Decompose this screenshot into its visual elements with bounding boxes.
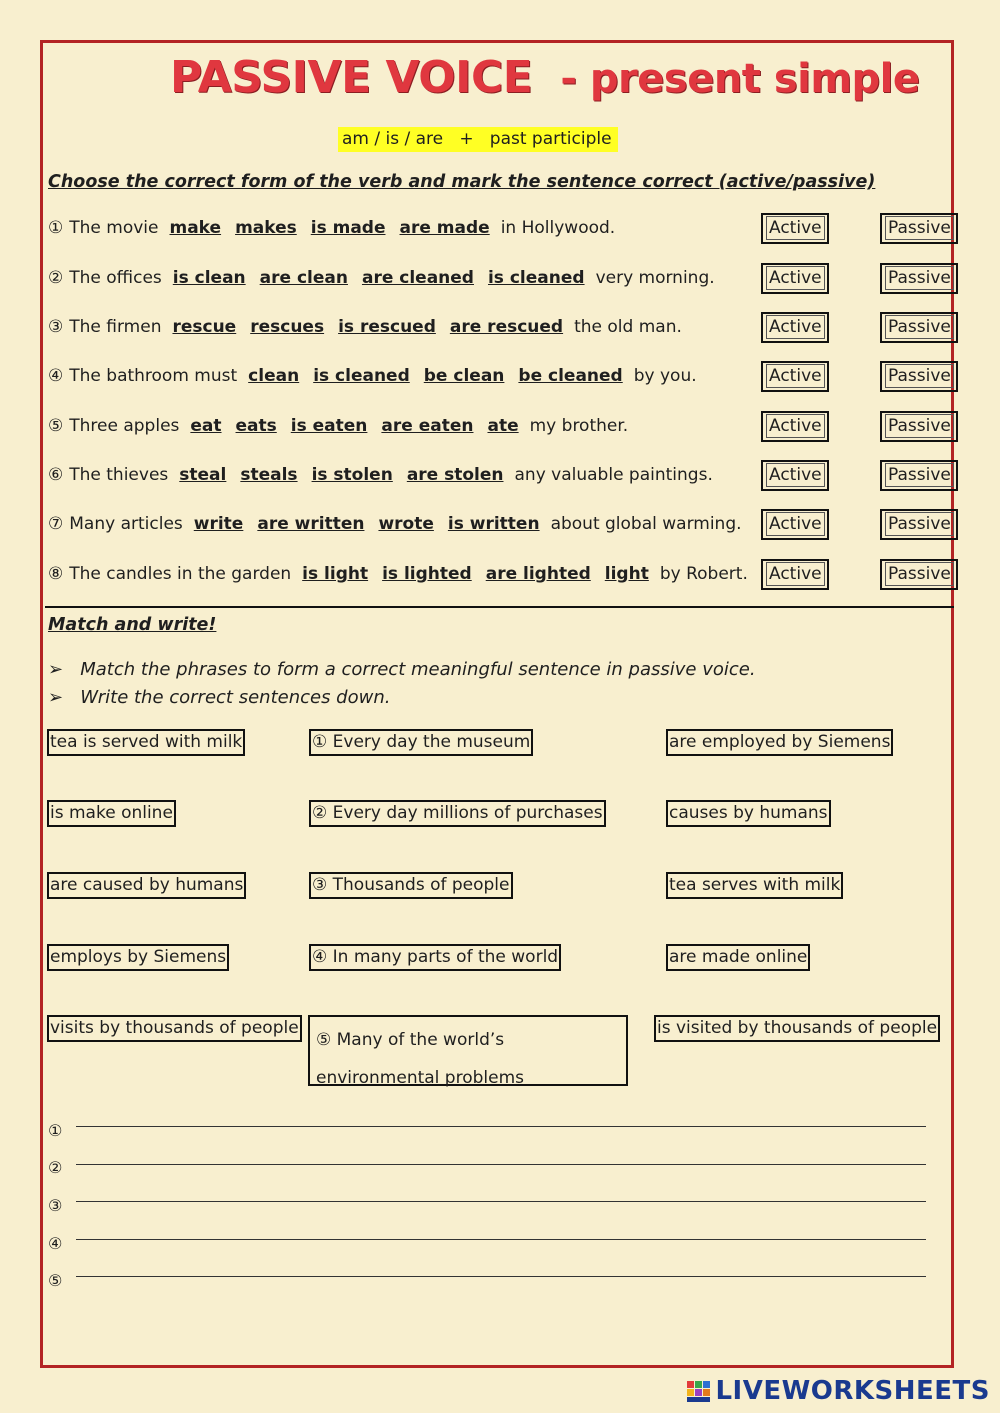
sentence-number: ⑧: [48, 564, 64, 584]
sentence-number: ②: [48, 268, 64, 288]
active-button[interactable]: [761, 263, 829, 294]
sentence-start: The movie: [69, 218, 159, 238]
active-label: Active: [766, 512, 825, 536]
footer-brand-text: LIVEWORKSHEETS: [715, 1376, 990, 1406]
verb-option[interactable]: are eaten: [381, 416, 474, 436]
active-label: Active: [766, 414, 825, 438]
sentence-start: The offices: [69, 268, 162, 288]
sentence-number: ⑥: [48, 465, 64, 485]
verb-option[interactable]: ate: [487, 416, 519, 436]
active-label: Active: [766, 266, 825, 290]
bullet-1-text: Match the phrases to form a correct meaningful sentence in passive voice.: [80, 659, 756, 680]
match-middle-3[interactable]: ③ Thousands of people: [309, 872, 513, 899]
sentence-end: in Hollywood.: [500, 218, 616, 238]
answer-number-4: ④: [48, 1234, 63, 1253]
sentence-start: Many articles: [69, 514, 183, 534]
sentence-start: The firmen: [69, 317, 162, 337]
verb-option[interactable]: rescue: [172, 317, 237, 337]
verb-option[interactable]: is eaten: [290, 416, 368, 436]
answer-line-1[interactable]: [76, 1126, 926, 1127]
title-sub: - present simple: [560, 56, 920, 102]
verb-option[interactable]: is cleaned: [313, 366, 410, 386]
passive-button[interactable]: [880, 361, 958, 392]
match-left-3[interactable]: are caused by humans: [47, 872, 246, 899]
verb-option[interactable]: wrote: [378, 514, 434, 534]
verb-option[interactable]: is stolen: [311, 465, 393, 485]
footer-brand: [687, 1376, 990, 1406]
verb-option[interactable]: be clean: [423, 366, 505, 386]
match-left-1[interactable]: tea is served with milk: [47, 729, 245, 756]
active-button[interactable]: [761, 312, 829, 343]
sentence-row-8: [48, 564, 748, 584]
verb-option[interactable]: is rescued: [338, 317, 436, 337]
answer-line-2[interactable]: [76, 1164, 926, 1165]
passive-label: Passive: [885, 364, 954, 388]
sentence-end: about global warming.: [550, 514, 742, 534]
verb-option[interactable]: be cleaned: [518, 366, 623, 386]
page-title: [170, 52, 920, 103]
passive-button[interactable]: [880, 460, 958, 491]
active-button[interactable]: [761, 509, 829, 540]
verb-option[interactable]: are stolen: [406, 465, 504, 485]
passive-label: Passive: [885, 562, 954, 586]
verb-option[interactable]: make: [169, 218, 222, 238]
section2-heading: Match and write!: [48, 615, 217, 635]
answer-line-3[interactable]: [76, 1201, 926, 1202]
passive-label: Passive: [885, 266, 954, 290]
match-left-4[interactable]: employs by Siemens: [47, 944, 229, 971]
match-left-5[interactable]: visits by thousands of people: [47, 1015, 302, 1042]
sentence-start: The bathroom must: [69, 366, 238, 386]
verb-option[interactable]: steals: [240, 465, 298, 485]
verb-option[interactable]: is made: [310, 218, 386, 238]
verb-option[interactable]: write: [193, 514, 244, 534]
sentence-number: ④: [48, 366, 64, 386]
active-button[interactable]: [761, 213, 829, 244]
sentence-row-6: [48, 465, 713, 485]
active-label: Active: [766, 364, 825, 388]
verb-option[interactable]: are clean: [259, 268, 348, 288]
sentence-end: by Robert.: [659, 564, 748, 584]
passive-label: Passive: [885, 414, 954, 438]
sentence-end: my brother.: [529, 416, 629, 436]
verb-option[interactable]: rescues: [250, 317, 325, 337]
verb-option[interactable]: is light: [302, 564, 369, 584]
passive-label: Passive: [885, 315, 954, 339]
bullet-1: ➢ Match the phrases to form a correct meaningful sentence in passive voice.: [48, 659, 756, 680]
passive-label: Passive: [885, 216, 954, 240]
match-middle-4[interactable]: ④ In many parts of the world: [309, 944, 561, 971]
sentence-row-1: [48, 218, 615, 238]
sentence-row-3: [48, 317, 682, 337]
active-label: Active: [766, 315, 825, 339]
sentence-row-4: [48, 366, 697, 386]
passive-button[interactable]: [880, 411, 958, 442]
verb-option[interactable]: makes: [235, 218, 297, 238]
sentence-end: by you.: [633, 366, 697, 386]
sentence-start: The thieves: [69, 465, 169, 485]
title-main: PASSIVE VOICE: [170, 52, 533, 103]
active-label: Active: [766, 463, 825, 487]
verb-option[interactable]: light: [604, 564, 649, 584]
sentence-end: very morning.: [595, 268, 715, 288]
match-right-4[interactable]: are made online: [666, 944, 810, 971]
match-right-2[interactable]: causes by humans: [666, 800, 831, 827]
active-label: Active: [766, 216, 825, 240]
verb-option[interactable]: is written: [447, 514, 540, 534]
sentence-start: The candles in the garden: [69, 564, 292, 584]
match-middle-5[interactable]: ⑤ Many of the world’s environmental problems: [308, 1015, 628, 1086]
sentence-end: any valuable paintings.: [514, 465, 713, 485]
active-label: Active: [766, 562, 825, 586]
verb-option[interactable]: are rescued: [449, 317, 564, 337]
match-right-5[interactable]: is visited by thousands of people: [654, 1015, 940, 1042]
answer-number-2: ②: [48, 1158, 63, 1177]
bullet-2: ➢ Write the correct sentences down.: [48, 687, 391, 708]
match-right-1[interactable]: are employed by Siemens: [666, 729, 893, 756]
match-left-2[interactable]: is make online: [47, 800, 176, 827]
sentence-number: ⑤: [48, 416, 64, 436]
passive-button[interactable]: [880, 312, 958, 343]
section-divider: [45, 606, 954, 608]
verb-option[interactable]: is lighted: [382, 564, 472, 584]
answer-number-1: ①: [48, 1121, 63, 1140]
verb-option[interactable]: eat: [190, 416, 222, 436]
sentence-number: ⑦: [48, 514, 64, 534]
bullet-2-text: Write the correct sentences down.: [80, 687, 391, 708]
verb-option[interactable]: are made: [399, 218, 490, 238]
passive-label: Passive: [885, 463, 954, 487]
answer-line-5[interactable]: [76, 1276, 926, 1277]
sentence-start: Three apples: [69, 416, 180, 436]
match-right-3[interactable]: tea serves with milk: [666, 872, 843, 899]
answer-number-5: ⑤: [48, 1271, 63, 1290]
verb-option[interactable]: steal: [179, 465, 227, 485]
verb-option[interactable]: is cleaned: [487, 268, 585, 288]
verb-option[interactable]: are lighted: [485, 564, 591, 584]
answer-number-3: ③: [48, 1196, 63, 1215]
section1-instruction: Choose the correct form of the verb and mark the sentence correct (active/passive): [48, 172, 876, 192]
active-button[interactable]: [761, 460, 829, 491]
match-middle-1[interactable]: ① Every day the museum: [309, 729, 533, 756]
sentence-row-5: [48, 416, 628, 436]
answer-line-4[interactable]: [76, 1239, 926, 1240]
sentence-row-7: [48, 514, 742, 534]
sentence-number: ③: [48, 317, 64, 337]
active-button[interactable]: [761, 411, 829, 442]
liveworksheets-logo-icon: [687, 1381, 711, 1403]
verb-option[interactable]: eats: [235, 416, 277, 436]
active-button[interactable]: [761, 559, 829, 590]
grammar-formula: am / is / are + past participle: [338, 127, 618, 152]
verb-option[interactable]: are cleaned: [361, 268, 474, 288]
match-middle-2[interactable]: ② Every day millions of purchases: [309, 800, 606, 827]
sentence-end: the old man.: [574, 317, 682, 337]
verb-option[interactable]: is clean: [172, 268, 246, 288]
active-button[interactable]: [761, 361, 829, 392]
passive-button[interactable]: [880, 263, 958, 294]
sentence-row-2: [48, 268, 715, 288]
passive-button[interactable]: [880, 559, 958, 590]
passive-label: Passive: [885, 512, 954, 536]
sentence-number: ①: [48, 218, 64, 238]
passive-button[interactable]: [880, 213, 958, 244]
verb-option[interactable]: are written: [257, 514, 365, 534]
verb-option[interactable]: clean: [248, 366, 300, 386]
passive-button[interactable]: [880, 509, 958, 540]
